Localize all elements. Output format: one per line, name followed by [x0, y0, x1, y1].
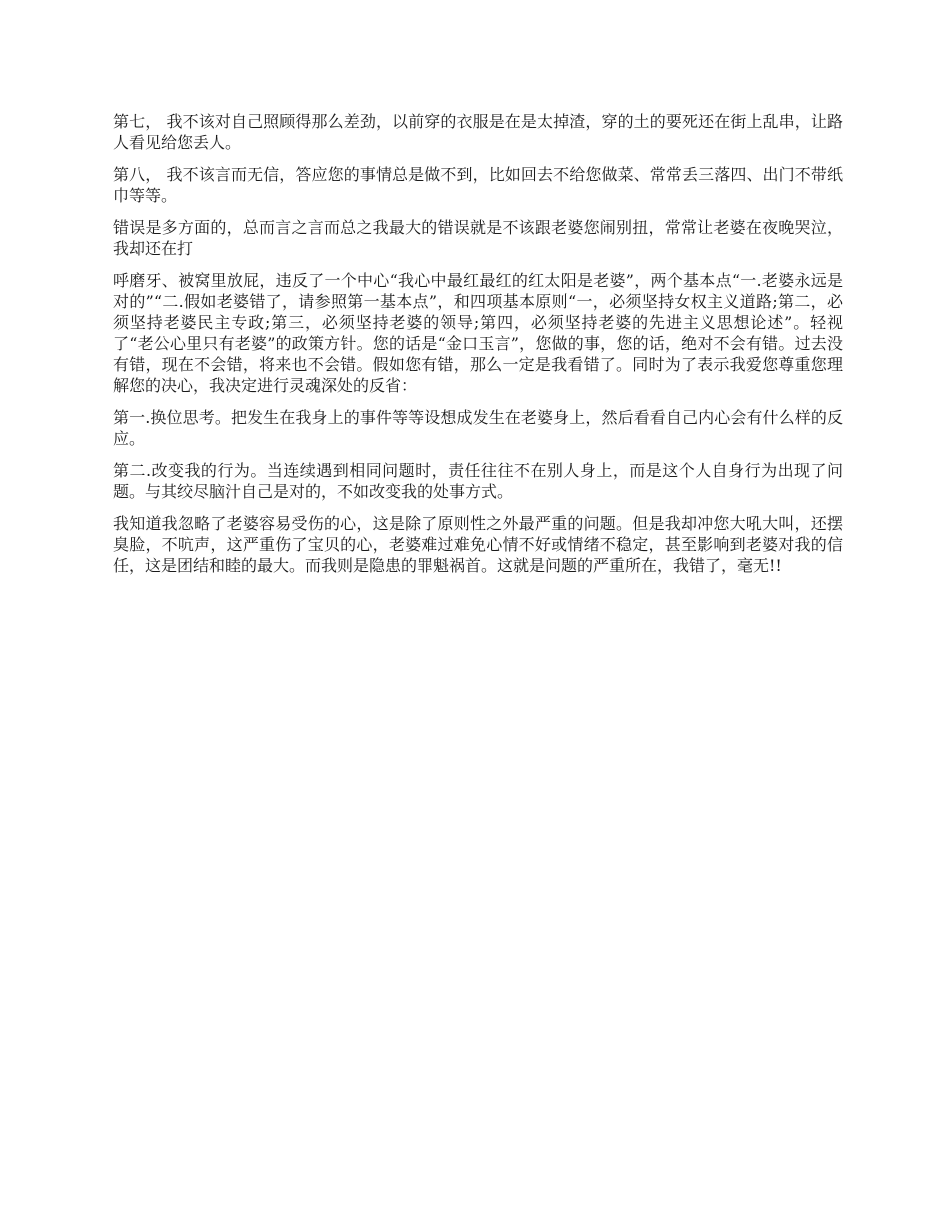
- paragraph-summary: 错误是多方面的，总而言之言而总之我最大的错误就是不该跟老婆您闹别扭，常常让老婆在夜晚哭泣，我却还在打: [113, 218, 843, 258]
- paragraph-second-reflection: 第二.改变我的行为。当连续遇到相同问题时，责任往往不在别人身上，而是这个人自身行为出现了问题。与其绞尽脑汁自己是对的，不如改变我的处事方式。: [113, 461, 843, 501]
- paragraph-principles: 呼磨牙、被窝里放屁，违反了一个中心“我心中最红最红的红太阳是老婆”，两个基本点“一.老婆永远是对的”“二.假如老婆错了，请参照第一基本点”，和四项基本原则“一，必须坚持女权主义道路;第二，必须坚持老婆民主专政;第三，必须坚持老婆的领导;第四，必须坚持老婆的先进主义思想论述”。轻视了“老公心里只有老婆”的政策方针。您的话是“金口玉言”，您做的事，您的话，绝对不会有错。过去没有错，现在不会错，将来也不会错。假如您有错，那么一定是我看错了。同时为了表示我爱您尊重您理解您的决心，我决定进行灵魂深处的反省：: [113, 271, 843, 395]
- paragraph-first-reflection: 第一.换位思考。把发生在我身上的事件等等设想成发生在老婆身上，然后看看自己内心会有什么样的反应。: [113, 408, 843, 448]
- paragraph-eighth: 第八， 我不该言而无信，答应您的事情总是做不到，比如回去不给您做菜、常常丢三落四、出门不带纸巾等等。: [113, 165, 843, 205]
- paragraph-conclusion: 我知道我忽略了老婆容易受伤的心，这是除了原则性之外最严重的问题。但是我却冲您大吼大叫，还摆臭脸，不吭声，这严重伤了宝贝的心，老婆难过难免心情不好或情绪不稳定，甚至影响到老婆对我的信任，这是团结和睦的最大。而我则是隐患的罪魁祸首。这就是问题的严重所在，我错了，毫无!!: [113, 514, 843, 575]
- document-body: [113, 111, 843, 587]
- paragraph-seventh: 第七， 我不该对自己照顾得那么差劲，以前穿的衣服是在是太掉渣，穿的土的要死还在街上乱串，让路人看见给您丢人。: [113, 112, 843, 152]
